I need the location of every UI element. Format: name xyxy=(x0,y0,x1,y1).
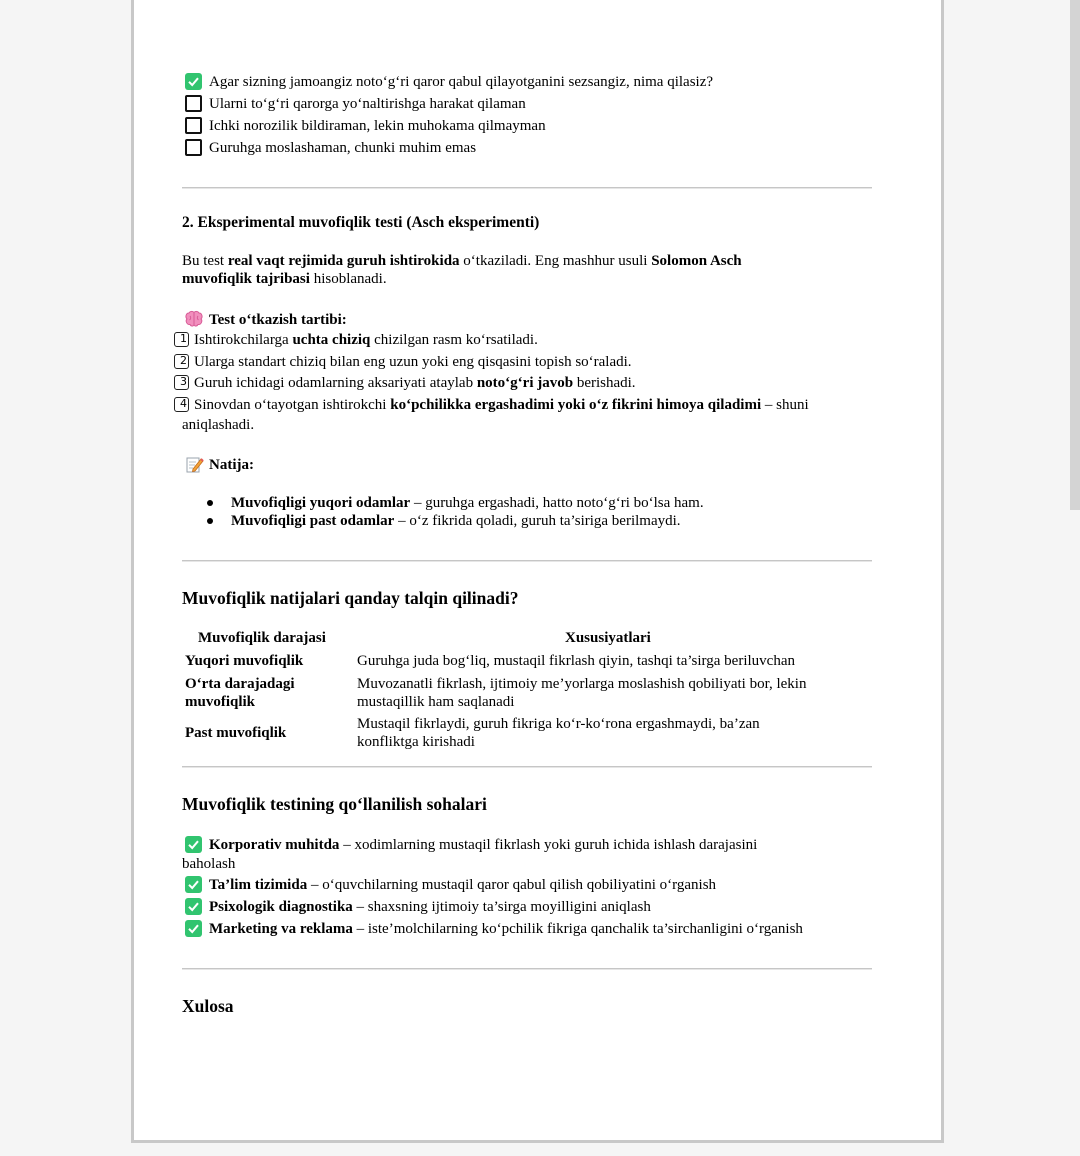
intro-paragraph-line2: muvofiqlik tajribasi hisoblanadi. xyxy=(182,271,387,287)
application-item-1-continued: baholash xyxy=(182,856,236,872)
divider xyxy=(182,187,872,189)
table-cell-desc: Muvozanatli fikrlash, ijtimoiy me’yorlarga moslashish qobiliyati bor, lekin xyxy=(357,676,807,692)
check-icon xyxy=(185,836,202,853)
table-cell-level: O‘rta darajadagi xyxy=(185,676,295,692)
result-item-2: Muvofiqligi past odamlar – o‘z fikrida qoladi, guruh ta’siriga berilmaydi. xyxy=(231,513,681,529)
step-number: 2 xyxy=(174,354,189,369)
step-number: 1 xyxy=(174,332,189,347)
scrollbar[interactable] xyxy=(1070,0,1080,510)
option-3-label: Guruhga moslashaman, chunki muhim emas xyxy=(209,140,477,156)
conclusion-heading: Xulosa xyxy=(182,996,234,1016)
document-page xyxy=(131,0,944,1143)
step-2: Ularga standart chiziq bilan eng uzun yoki eng qisqasini topish so‘raladi. xyxy=(194,354,632,370)
checkbox-option-2[interactable] xyxy=(185,117,202,134)
applications-heading: Muvofiqlik testining qo‘llanilish sohalari xyxy=(182,794,487,814)
question-prompt: Agar sizning jamoangiz noto‘g‘ri qaror qabul qilayotganini sezsangiz, nima qilasiz? xyxy=(209,74,714,90)
step-number: 3 xyxy=(174,375,189,390)
check-icon xyxy=(185,876,202,893)
bullet xyxy=(207,500,213,506)
divider xyxy=(182,968,872,970)
interpretation-heading: Muvofiqlik natijalari qanday talqin qilinadi? xyxy=(182,588,519,608)
step-3: Guruh ichidagi odamlarning aksariyati ataylab noto‘g‘ri javob berishadi. xyxy=(194,375,636,391)
application-item-4: Marketing va reklama – iste’molchilarning ko‘pchilik fikriga qanchalik ta’sirchanligini o‘rganish xyxy=(209,921,803,937)
divider xyxy=(182,560,872,562)
application-item-3: Psixologik diagnostika – shaxsning ijtimoiy ta’sirga moyilligini aniqlash xyxy=(209,899,651,915)
table-cell-desc: Guruhga juda bog‘liq, mustaqil fikrlash qiyin, tashqi ta’sirga beriluvchan xyxy=(357,653,795,669)
result-title: Natija: xyxy=(209,457,254,473)
application-item-2: Ta’lim tizimida – o‘quvchilarning mustaqil qaror qabul qilish qobiliyatini o‘rganish xyxy=(209,877,717,893)
option-1-label: Ularni to‘g‘ri qarorga yo‘naltirishga harakat qilaman xyxy=(209,96,526,112)
checkbox-option-1[interactable] xyxy=(185,95,202,112)
checkbox-option-3[interactable] xyxy=(185,139,202,156)
table-cell-desc-line2: mustaqillik ham saqlanadi xyxy=(357,694,515,710)
bullet xyxy=(207,518,213,524)
procedure-title: Test o‘tkazish tartibi: xyxy=(209,312,347,328)
option-2-label: Ichki norozilik bildiraman, lekin muhokama qilmayman xyxy=(209,118,546,134)
intro-paragraph: Bu test real vaqt rejimida guruh ishtirokida o‘tkaziladi. Eng mashhur usuli Solomon Asch xyxy=(182,253,742,269)
memo-icon xyxy=(185,455,204,474)
step-4: Sinovdan o‘tayotgan ishtirokchi ko‘pchilikka ergashadimi yoki o‘z fikrini himoya qiladimi – shuni xyxy=(194,397,809,413)
section-heading: 2. Eksperimental muvofiqlik testi (Asch eksperimenti) xyxy=(182,214,540,231)
table-cell-desc-line2: konfliktga kirishadi xyxy=(357,734,475,750)
brain-icon xyxy=(184,310,204,328)
table-header-features: Xususiyatlari xyxy=(565,630,651,646)
table-cell-level: Yuqori muvofiqlik xyxy=(185,653,304,669)
check-icon xyxy=(185,920,202,937)
result-item-1: Muvofiqligi yuqori odamlar – guruhga ergashadi, hatto noto‘g‘ri bo‘lsa ham. xyxy=(231,495,704,511)
step-number: 4 xyxy=(174,397,189,412)
step-4-continued: aniqlashadi. xyxy=(182,417,255,433)
check-icon xyxy=(185,73,202,90)
step-1: Ishtirokchilarga uchta chiziq chizilgan rasm ko‘rsatiladi. xyxy=(194,332,538,348)
check-icon xyxy=(185,898,202,915)
divider xyxy=(182,766,872,768)
table-cell-desc: Mustaqil fikrlaydi, guruh fikriga ko‘r-ko‘rona ergashmaydi, ba’zan xyxy=(357,716,760,732)
table-cell-level: Past muvofiqlik xyxy=(185,725,287,741)
table-cell-level-line2: muvofiqlik xyxy=(185,694,256,710)
application-item-1: Korporativ muhitda – xodimlarning mustaqil fikrlash yoki guruh ichida ishlash darajasini xyxy=(209,837,758,853)
table-header-level: Muvofiqlik darajasi xyxy=(198,630,326,646)
